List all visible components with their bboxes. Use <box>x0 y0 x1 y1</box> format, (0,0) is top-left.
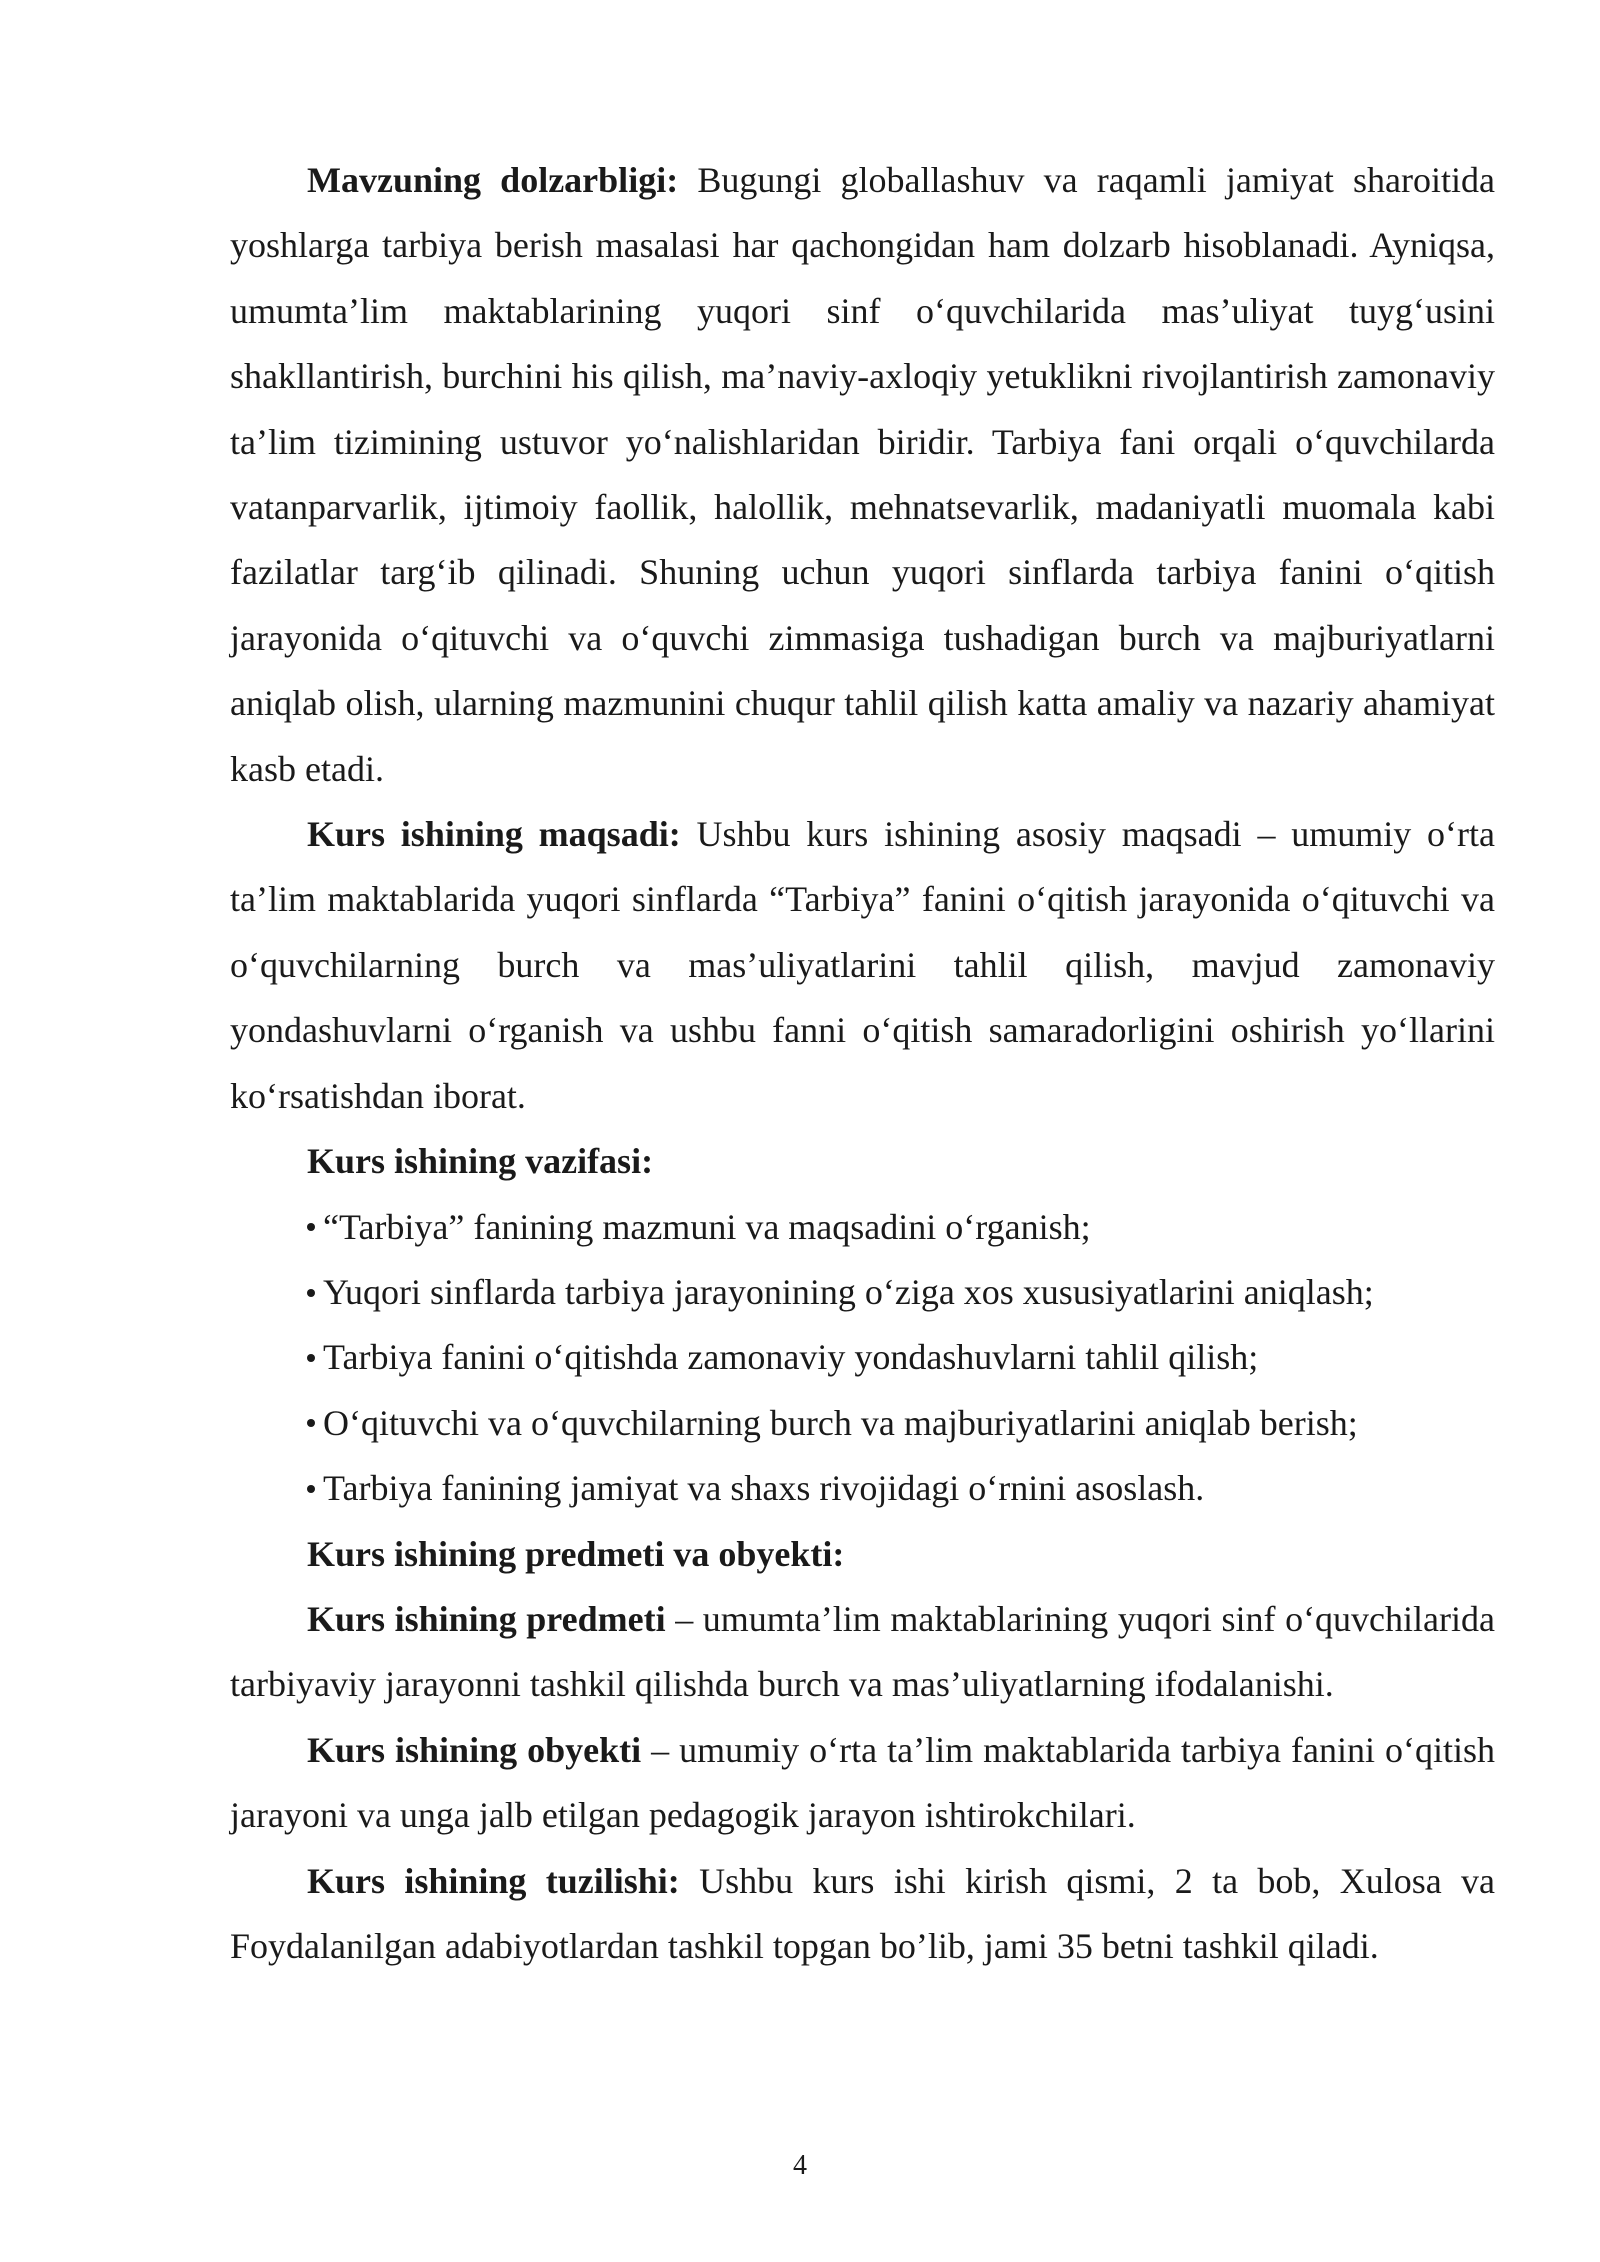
list-item <box>230 1260 1495 1325</box>
list-item <box>230 1195 1495 1260</box>
object-paragraph <box>230 1718 1495 1849</box>
task-item-text: Tarbiya fanini o‘qitishda zamonaviy yondashuvlarni tahlil qilish; <box>323 1337 1259 1378</box>
object-label: Kurs ishining obyekti <box>307 1729 642 1770</box>
relevance-label: Mavzuning dolzarbligi: <box>307 160 679 200</box>
task-item-text: Yuqori sinflarda tarbiya jarayonining o‘ziga xos xususiyatlarini aniqlash; <box>323 1271 1374 1312</box>
relevance-text: Bugungi globallashuv va raqamli jamiyat sharoitida yoshlarga tarbiya berish masalasi har qachongidan ham dolzarb hisoblanadi. Ayniqsa, umumta’lim maktablarining yuqori sinf o‘quvchilarida mas’uliyat tuyg‘usini shakllantirish, burchini his qilish, ma’naviy-axloqiy yetuklikni rivojlantirish zamonaviy ta’lim tizimining ustuvor yo‘nalishlaridan biridir. Tarbiya fani orqali o‘quvchilarda vatanparvarlik, ijtimoiy faollik, halollik, mehnatsevarlik, madaniyatli muomala kabi fazilatlar targ‘ib qilinadi. Shuning uchun yuqori sinflarda tarbiya fanini o‘qitish jarayonida o‘qituvchi va o‘quvchi zimmasiga tushadigan burch va majburiyatlarni aniqlab olish, ularning mazmunini chuqur tahlil qilish katta amaliy va nazariy ahamiyat kasb etadi. <box>230 160 1495 789</box>
tasks-heading: Kurs ishining vazifasi: <box>307 1141 654 1182</box>
tasks-list <box>230 1195 1495 1522</box>
subject-label: Kurs ishining predmeti <box>307 1598 666 1639</box>
bullet-icon <box>307 1485 315 1493</box>
document-body <box>230 148 1495 1979</box>
task-item-text: O‘qituvchi va o‘quvchilarning burch va majburiyatlarini aniqlab berish; <box>323 1402 1358 1443</box>
subject-object-heading: Kurs ishining predmeti va obyekti: <box>307 1533 845 1574</box>
goal-text: Ushbu kurs ishining asosiy maqsadi – umumiy o‘rta ta’lim maktablarida yuqori sinflarda “Tarbiya” fanini o‘qitish jarayonida o‘qituvchi va o‘quvchilarning burch va mas’uliyatlarini tahlil qilish, mavjud zamonaviy yondashuvlarni o‘rganish va ushbu fanni o‘qitish samaradorligini oshirish yo‘llarini ko‘rsatishdan iborat. <box>230 814 1495 1116</box>
structure-paragraph <box>230 1849 1495 1980</box>
subject-paragraph <box>230 1587 1495 1718</box>
list-item <box>230 1391 1495 1456</box>
subject-text: – umumta’lim maktablarining yuqori sinf o‘quvchilarida tarbiyaviy jarayonni tashkil qilishda burch va mas’uliyatlarning ifodalanishi. <box>230 1598 1495 1705</box>
task-item-text: Tarbiya fanining jamiyat va shaxs rivojidagi o‘rnini asoslash. <box>323 1468 1205 1509</box>
goal-paragraph <box>230 802 1495 1129</box>
goal-label: Kurs ishining maqsadi: <box>307 814 681 855</box>
bullet-icon <box>307 1419 315 1427</box>
relevance-paragraph <box>230 148 1495 802</box>
list-item <box>230 1456 1495 1521</box>
page-number: 4 <box>793 2150 807 2181</box>
bullet-icon <box>307 1289 315 1297</box>
object-text: – umumiy o‘rta ta’lim maktablarida tarbiya fanini o‘qitish jarayoni va unga jalb etilgan pedagogik jarayon ishtirokchilari. <box>230 1729 1495 1836</box>
structure-text: Ushbu kurs ishi kirish qismi, 2 ta bob, Xulosa va Foydalanilgan adabiyotlardan tashkil topgan bo’lib, jami 35 betni tashkil qiladi. <box>230 1860 1496 1966</box>
structure-label: Kurs ishining tuzilishi: <box>307 1860 680 1901</box>
task-item-text: “Tarbiya” fanining mazmuni va maqsadini o‘rganish; <box>323 1206 1091 1247</box>
bullet-icon <box>307 1354 315 1362</box>
bullet-icon <box>307 1223 315 1231</box>
list-item <box>230 1325 1495 1390</box>
